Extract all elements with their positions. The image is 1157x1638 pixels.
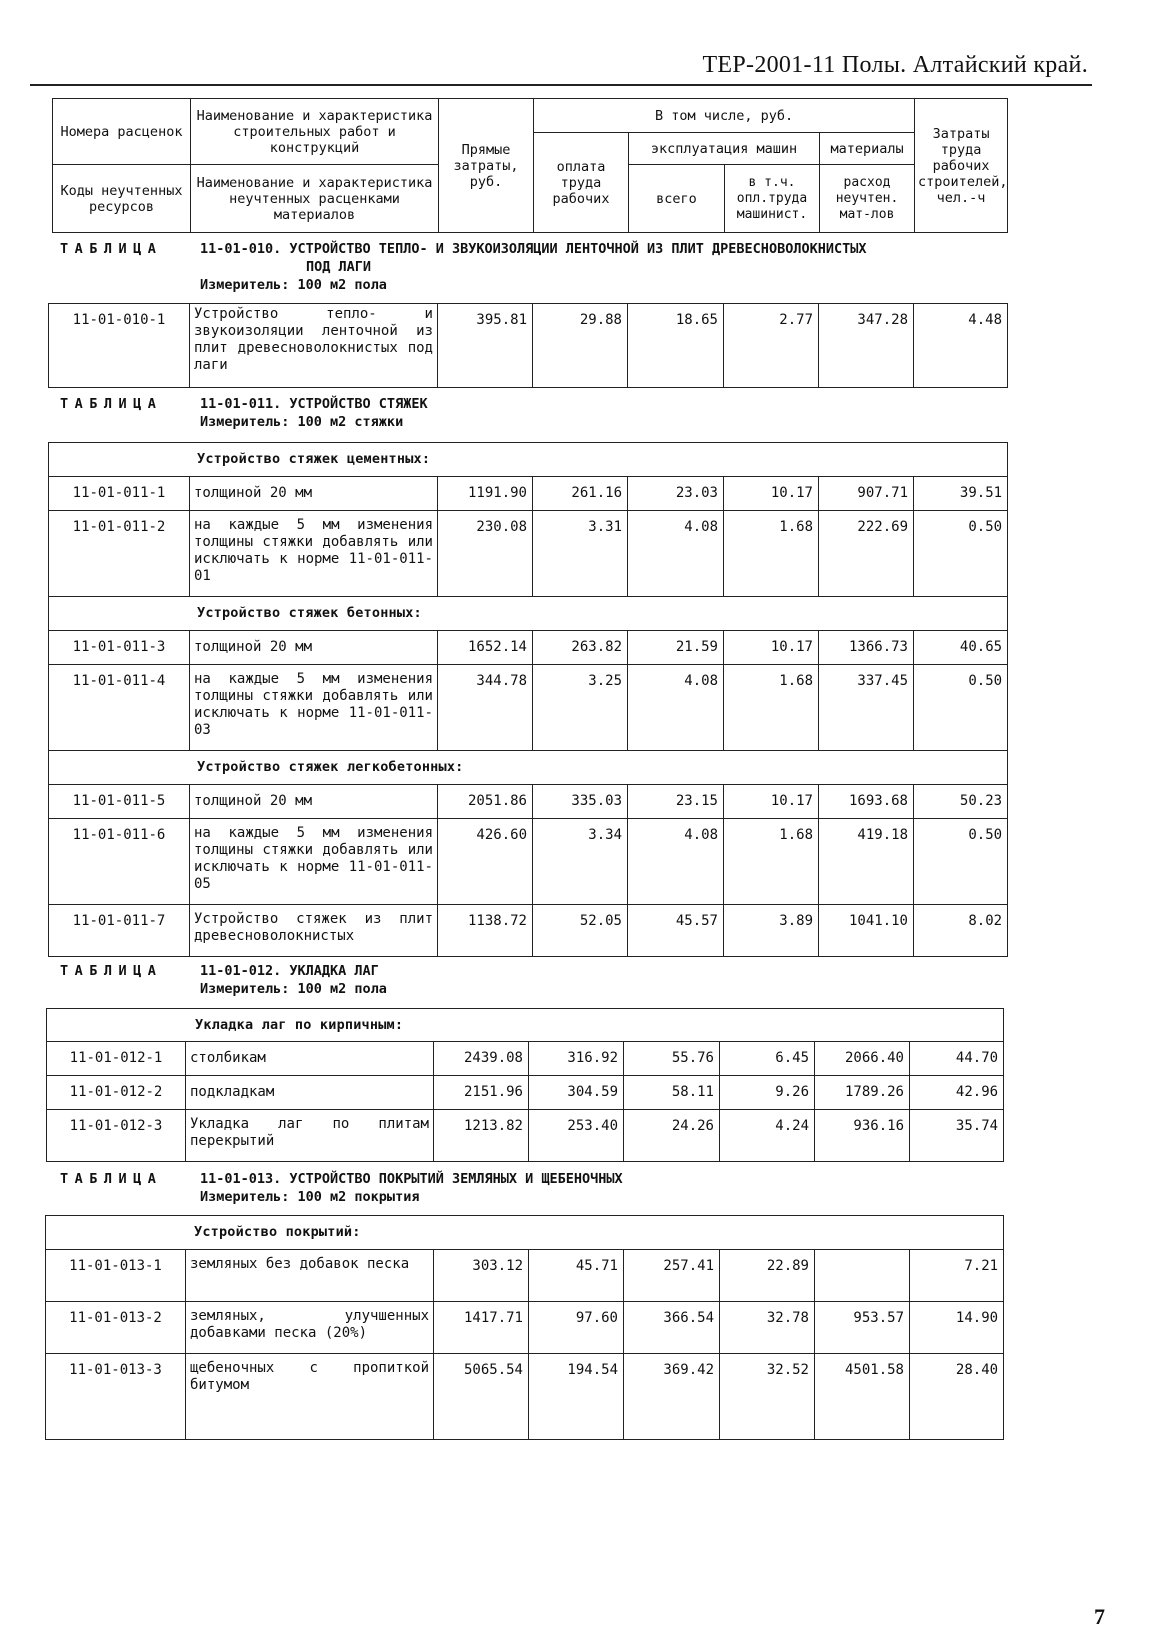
labor-pay-value: 335.03 — [533, 785, 628, 819]
rate-code: 11-01-013-1 — [46, 1250, 186, 1302]
machines-value: 55.76 — [624, 1042, 720, 1076]
table-label: ТАБЛИЦА — [60, 1171, 163, 1187]
rate-code: 11-01-011-4 — [49, 665, 190, 751]
direct-costs-value: 1652.14 — [438, 631, 533, 665]
header-all: всего — [629, 165, 725, 233]
machinist-value: 1.68 — [724, 511, 819, 597]
rate-code: 11-01-013-2 — [46, 1302, 186, 1354]
table-row — [47, 1042, 1004, 1076]
machines-value: 23.03 — [628, 477, 724, 511]
machines-value: 45.57 — [628, 905, 724, 957]
rate-name: подкладкам — [186, 1076, 434, 1110]
machinist-value: 1.68 — [724, 819, 819, 905]
materials-value: 419.18 — [819, 819, 914, 905]
machines-value: 4.08 — [628, 819, 724, 905]
labor-pay-value: 29.88 — [533, 304, 628, 388]
section-title: Устройство стяжек легкобетонных: — [49, 751, 1008, 785]
rate-name: Устройство стяжек из плит древесноволокнистых — [190, 905, 438, 957]
labor-hours-value: 50.23 — [914, 785, 1008, 819]
direct-costs-value: 1213.82 — [434, 1110, 529, 1162]
labor-pay-value: 3.31 — [533, 511, 628, 597]
table-11-01-010 — [48, 303, 1008, 388]
header-machine-ops: эксплуатация машин — [629, 133, 820, 165]
table-measure: Измеритель: 100 м2 стяжки — [200, 414, 404, 430]
materials-value: 2066.40 — [815, 1042, 910, 1076]
direct-costs-value: 2051.86 — [438, 785, 533, 819]
labor-pay-value: 45.71 — [529, 1250, 624, 1302]
header-incl-machinist: в т.ч. опл.труда машинист. — [725, 165, 820, 233]
rate-code: 11-01-011-6 — [49, 819, 190, 905]
rate-name: Устройство тепло- и звукоизоляции ленточной из плит древесноволокнистых под лаги — [190, 304, 438, 388]
header-num-rates: Номера расценок — [53, 99, 191, 165]
direct-costs-value: 426.60 — [438, 819, 533, 905]
table-11-01-011 — [48, 442, 1008, 957]
labor-hours-value: 8.02 — [914, 905, 1008, 957]
direct-costs-value: 1417.71 — [434, 1302, 529, 1354]
machinist-value: 10.17 — [724, 785, 819, 819]
labor-hours-value: 44.70 — [910, 1042, 1004, 1076]
machinist-value: 1.68 — [724, 665, 819, 751]
labor-hours-value: 40.65 — [914, 631, 1008, 665]
machines-value: 21.59 — [628, 631, 724, 665]
rate-code: 11-01-012-1 — [47, 1042, 186, 1076]
materials-value — [815, 1250, 910, 1302]
table-caption-11-01-013 — [60, 1170, 1060, 1208]
materials-value: 936.16 — [815, 1110, 910, 1162]
materials-value: 337.45 — [819, 665, 914, 751]
section-row — [49, 597, 1008, 631]
machinist-value: 22.89 — [720, 1250, 815, 1302]
rate-name: земляных, улучшенных добавками песка (20%) — [186, 1302, 434, 1354]
header-direct-costs: Прямые затраты, руб. — [439, 99, 534, 233]
table-measure: Измеритель: 100 м2 покрытия — [200, 1189, 420, 1205]
machinist-value: 9.26 — [720, 1076, 815, 1110]
labor-pay-value: 3.25 — [533, 665, 628, 751]
table-row — [49, 304, 1008, 388]
header-labor-pay: оплата труда рабочих — [534, 133, 629, 233]
direct-costs-value: 303.12 — [434, 1250, 529, 1302]
table-label: ТАБЛИЦА — [60, 396, 163, 412]
section-title: Укладка лаг по кирпичным: — [47, 1009, 1004, 1042]
direct-costs-value: 2151.96 — [434, 1076, 529, 1110]
table-caption-11-01-012 — [60, 962, 1060, 1000]
machines-value: 18.65 — [628, 304, 724, 388]
machines-value: 4.08 — [628, 511, 724, 597]
column-header-table — [52, 98, 1008, 233]
labor-hours-value: 4.48 — [914, 304, 1008, 388]
direct-costs-value: 1191.90 — [438, 477, 533, 511]
rate-code: 11-01-013-3 — [46, 1354, 186, 1440]
header-labor-costs: Затраты труда рабочих строителей, чел.-ч — [915, 99, 1008, 233]
machines-value: 369.42 — [624, 1354, 720, 1440]
table-11-01-013 — [45, 1215, 1004, 1440]
table-measure: Измеритель: 100 м2 пола — [200, 981, 387, 997]
table-row — [49, 631, 1008, 665]
materials-value: 1041.10 — [819, 905, 914, 957]
table-title: 11-01-010. УСТРОЙСТВО ТЕПЛО- И ЗВУКОИЗОЛЯЦИИ ЛЕНТОЧНОЙ ИЗ ПЛИТ ДРЕВЕСНОВОЛОКНИСТЫХ — [200, 241, 867, 257]
materials-value: 4501.58 — [815, 1354, 910, 1440]
section-row — [49, 751, 1008, 785]
table-title: 11-01-011. УСТРОЙСТВО СТЯЖЕК — [200, 396, 428, 412]
page-title: ТЕР-2001-11 Полы. Алтайский край. — [702, 52, 1088, 78]
rate-code: 11-01-010-1 — [49, 304, 190, 388]
page-number: 7 — [1094, 1604, 1105, 1629]
section-row — [47, 1009, 1004, 1042]
table-row — [47, 1110, 1004, 1162]
rate-code: 11-01-012-2 — [47, 1076, 186, 1110]
table-row — [49, 665, 1008, 751]
section-title: Устройство стяжек бетонных: — [49, 597, 1008, 631]
machines-value: 366.54 — [624, 1302, 720, 1354]
table-title: 11-01-012. УКЛАДКА ЛАГ — [200, 963, 379, 979]
materials-value: 1366.73 — [819, 631, 914, 665]
labor-hours-value: 35.74 — [910, 1110, 1004, 1162]
labor-pay-value: 253.40 — [529, 1110, 624, 1162]
rate-code: 11-01-011-3 — [49, 631, 190, 665]
direct-costs-value: 230.08 — [438, 511, 533, 597]
direct-costs-value: 344.78 — [438, 665, 533, 751]
rate-name: столбикам — [186, 1042, 434, 1076]
header-materials: материалы — [820, 133, 915, 165]
materials-value: 907.71 — [819, 477, 914, 511]
materials-value: 347.28 — [819, 304, 914, 388]
labor-hours-value: 42.96 — [910, 1076, 1004, 1110]
materials-value: 1789.26 — [815, 1076, 910, 1110]
table-row — [49, 819, 1008, 905]
labor-pay-value: 194.54 — [529, 1354, 624, 1440]
direct-costs-value: 395.81 — [438, 304, 533, 388]
rate-name: щебеночных с пропиткой битумом — [186, 1354, 434, 1440]
table-11-01-012 — [46, 1008, 1004, 1162]
header-including: В том числе, руб. — [534, 99, 915, 133]
table-label: ТАБЛИЦА — [60, 241, 163, 257]
direct-costs-value: 1138.72 — [438, 905, 533, 957]
direct-costs-value: 5065.54 — [434, 1354, 529, 1440]
table-title-cont: ПОД ЛАГИ — [306, 259, 372, 275]
rate-name: толщиной 20 мм — [190, 631, 438, 665]
machinist-value: 32.52 — [720, 1354, 815, 1440]
header-unacc-consumption: расход неучтен. мат-лов — [820, 165, 915, 233]
labor-pay-value: 97.60 — [529, 1302, 624, 1354]
machines-value: 257.41 — [624, 1250, 720, 1302]
machinist-value: 6.45 — [720, 1042, 815, 1076]
labor-pay-value: 263.82 — [533, 631, 628, 665]
header-res-codes: Коды неучтенных ресурсов — [53, 165, 191, 233]
labor-hours-value: 7.21 — [910, 1250, 1004, 1302]
table-row — [49, 905, 1008, 957]
machinist-value: 2.77 — [724, 304, 819, 388]
materials-value: 222.69 — [819, 511, 914, 597]
rate-code: 11-01-011-5 — [49, 785, 190, 819]
rate-code: 11-01-011-7 — [49, 905, 190, 957]
machinist-value: 10.17 — [724, 631, 819, 665]
rate-name: земляных без добавок песка — [186, 1250, 434, 1302]
rate-name: на каждые 5 мм изменения толщины стяжки добавлять или исключать к норме 11-01-011-05 — [190, 819, 438, 905]
labor-hours-value: 39.51 — [914, 477, 1008, 511]
labor-hours-value: 14.90 — [910, 1302, 1004, 1354]
rate-name: Укладка лаг по плитам перекрытий — [186, 1110, 434, 1162]
table-label: ТАБЛИЦА — [60, 963, 163, 979]
direct-costs-value: 2439.08 — [434, 1042, 529, 1076]
rate-code: 11-01-011-1 — [49, 477, 190, 511]
labor-pay-value: 304.59 — [529, 1076, 624, 1110]
machinist-value: 10.17 — [724, 477, 819, 511]
rate-code: 11-01-011-2 — [49, 511, 190, 597]
labor-hours-value: 0.50 — [914, 819, 1008, 905]
machinist-value: 4.24 — [720, 1110, 815, 1162]
rate-name: на каждые 5 мм изменения толщины стяжки добавлять или исключать к норме 11-01-011-03 — [190, 665, 438, 751]
rate-name: толщиной 20 мм — [190, 785, 438, 819]
header-name-top: Наименование и характеристика строительных работ и конструкций — [191, 99, 439, 165]
labor-hours-value: 0.50 — [914, 665, 1008, 751]
table-row — [47, 1076, 1004, 1110]
machines-value: 4.08 — [628, 665, 724, 751]
labor-pay-value: 52.05 — [533, 905, 628, 957]
rate-name: толщиной 20 мм — [190, 477, 438, 511]
table-measure: Измеритель: 100 м2 пола — [200, 277, 387, 293]
section-title: Устройство покрытий: — [46, 1216, 1004, 1250]
section-row — [46, 1216, 1004, 1250]
page-header — [30, 50, 1092, 86]
table-row — [46, 1354, 1004, 1440]
materials-value: 953.57 — [815, 1302, 910, 1354]
table-row — [49, 477, 1008, 511]
machines-value: 58.11 — [624, 1076, 720, 1110]
table-caption-11-01-011 — [60, 395, 1060, 433]
table-caption-11-01-010 — [60, 240, 1060, 296]
rate-code: 11-01-012-3 — [47, 1110, 186, 1162]
labor-pay-value: 3.34 — [533, 819, 628, 905]
rate-name: на каждые 5 мм изменения толщины стяжки добавлять или исключать к норме 11-01-011-01 — [190, 511, 438, 597]
table-title: 11-01-013. УСТРОЙСТВО ПОКРЫТИЙ ЗЕМЛЯНЫХ И ЩЕБЕНОЧНЫХ — [200, 1171, 623, 1187]
table-row — [46, 1302, 1004, 1354]
table-row — [49, 785, 1008, 819]
labor-pay-value: 316.92 — [529, 1042, 624, 1076]
machines-value: 23.15 — [628, 785, 724, 819]
materials-value: 1693.68 — [819, 785, 914, 819]
section-row — [49, 443, 1008, 477]
table-row — [49, 511, 1008, 597]
machines-value: 24.26 — [624, 1110, 720, 1162]
section-title: Устройство стяжек цементных: — [49, 443, 1008, 477]
table-row — [46, 1250, 1004, 1302]
machinist-value: 32.78 — [720, 1302, 815, 1354]
labor-pay-value: 261.16 — [533, 477, 628, 511]
machinist-value: 3.89 — [724, 905, 819, 957]
labor-hours-value: 0.50 — [914, 511, 1008, 597]
labor-hours-value: 28.40 — [910, 1354, 1004, 1440]
header-name-bottom: Наименование и характеристика неучтенных расценками материалов — [191, 165, 439, 233]
